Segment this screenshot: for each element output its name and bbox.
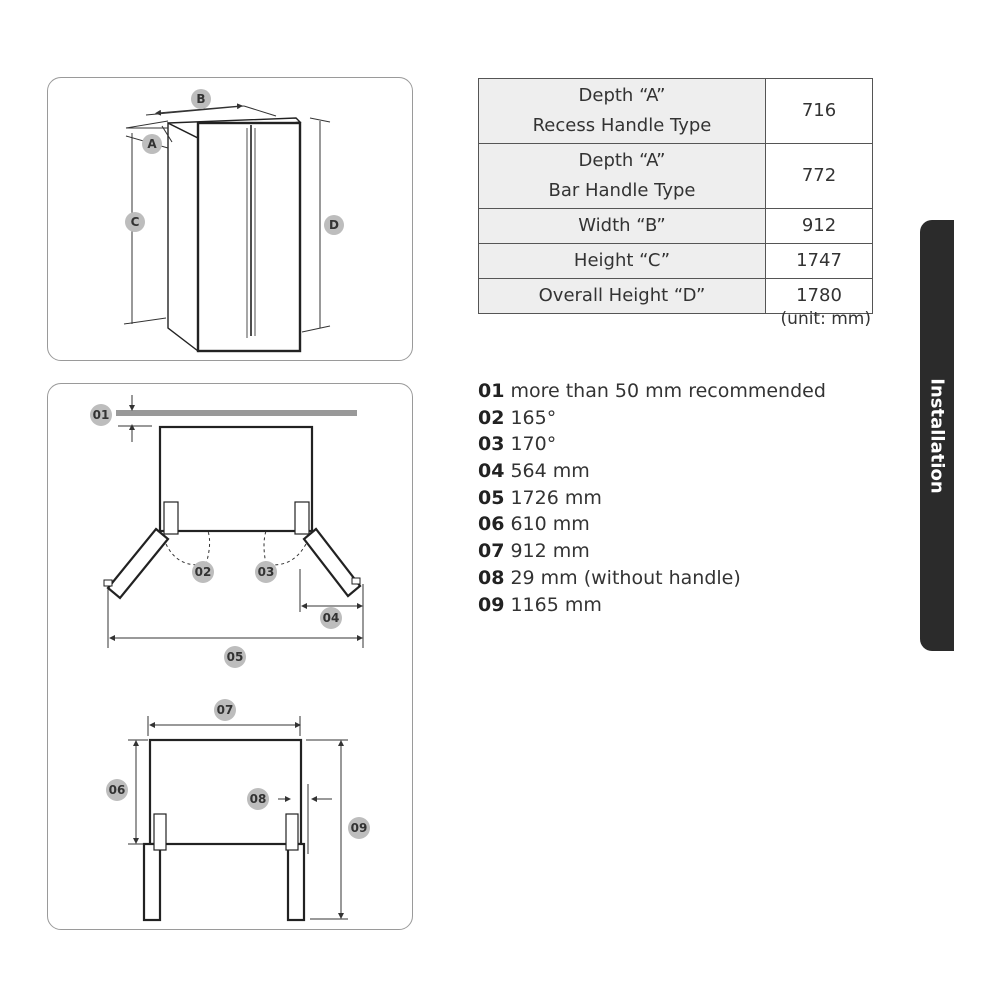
- table-row: [479, 79, 873, 144]
- legend-number: 03: [478, 433, 505, 456]
- list-item: [478, 565, 826, 592]
- row-label-line1: Depth “A”: [578, 85, 666, 106]
- legend-number: 02: [478, 406, 505, 429]
- label-09-text: 09: [350, 821, 368, 835]
- row-value: 1747: [766, 244, 873, 279]
- legend-number: 07: [478, 540, 505, 563]
- fridge-dimensions-panel: [47, 77, 413, 361]
- list-item: [478, 485, 826, 512]
- label-07-marker: [214, 699, 236, 721]
- list-item: [478, 378, 826, 405]
- row-label: Overall Height “D”: [479, 279, 766, 314]
- list-item: [478, 511, 826, 538]
- unit-note: (unit: mm): [780, 309, 871, 329]
- list-item: [478, 405, 826, 432]
- legend-text: 1726 mm: [510, 486, 602, 509]
- label-08-marker: [247, 788, 269, 810]
- row-label: Width “B”: [479, 209, 766, 244]
- label-04-marker: [320, 607, 342, 629]
- row-label: [479, 79, 766, 144]
- legend-number: 06: [478, 513, 505, 536]
- label-06-marker: [106, 779, 128, 801]
- clearance-legend: [478, 378, 826, 618]
- door-clearance-panel: [47, 383, 413, 930]
- list-item: [478, 431, 826, 458]
- legend-text: 912 mm: [510, 540, 590, 563]
- row-label-line1: Depth “A”: [578, 150, 666, 171]
- row-label: [479, 144, 766, 209]
- label-a-text: A: [147, 137, 157, 151]
- list-item: [478, 458, 826, 485]
- list-item: [478, 592, 826, 619]
- table-row: [479, 209, 873, 244]
- label-03-text: 03: [257, 565, 275, 579]
- legend-text: 170°: [510, 433, 557, 456]
- label-03-marker: [255, 561, 277, 583]
- legend-text: 165°: [510, 406, 557, 429]
- section-tab-label: Installation: [926, 377, 948, 494]
- label-02-text: 02: [194, 565, 212, 579]
- row-value: 912: [766, 209, 873, 244]
- label-c-marker: [125, 212, 145, 232]
- row-value: 716: [766, 79, 873, 144]
- label-05-text: 05: [226, 650, 244, 664]
- label-06-text: 06: [108, 783, 126, 797]
- label-01-text: 01: [92, 408, 110, 422]
- legend-number: 05: [478, 486, 505, 509]
- legend-number: 04: [478, 460, 505, 483]
- legend-text: more than 50 mm recommended: [510, 380, 826, 402]
- legend-text: 564 mm: [510, 460, 590, 483]
- row-value: 772: [766, 144, 873, 209]
- dimensions-table: [478, 78, 873, 314]
- label-c-text: C: [130, 215, 140, 229]
- table-row: [479, 244, 873, 279]
- door-clearance-diagram: [48, 384, 414, 931]
- row-label: Height “C”: [479, 244, 766, 279]
- wall-bar: [116, 410, 357, 416]
- label-04-text: 04: [322, 611, 340, 625]
- label-b-marker: [191, 89, 211, 109]
- label-b-text: B: [196, 92, 206, 106]
- label-05-marker: [224, 646, 246, 668]
- label-01-marker: [90, 404, 112, 426]
- legend-text: 29 mm (without handle): [510, 566, 741, 589]
- list-item: [478, 538, 826, 565]
- label-d-text: D: [329, 218, 339, 232]
- label-d-marker: [324, 215, 344, 235]
- row-label-line2: Recess Handle Type: [532, 115, 712, 136]
- legend-number: 09: [478, 593, 505, 616]
- fridge-dimensions-diagram: [48, 78, 414, 362]
- row-value: 1780: [766, 279, 873, 314]
- legend-text: 610 mm: [510, 513, 590, 536]
- row-label-line2: Bar Handle Type: [548, 180, 696, 201]
- label-07-text: 07: [216, 703, 234, 717]
- label-08-text: 08: [249, 792, 267, 806]
- table-row: [479, 144, 873, 209]
- label-09-marker: [348, 817, 370, 839]
- label-02-marker: [192, 561, 214, 583]
- section-tab: [920, 220, 954, 651]
- legend-number: 08: [478, 566, 505, 589]
- legend-number: 01: [478, 380, 505, 402]
- legend-text: 1165 mm: [510, 593, 602, 616]
- label-a-marker: [142, 134, 162, 154]
